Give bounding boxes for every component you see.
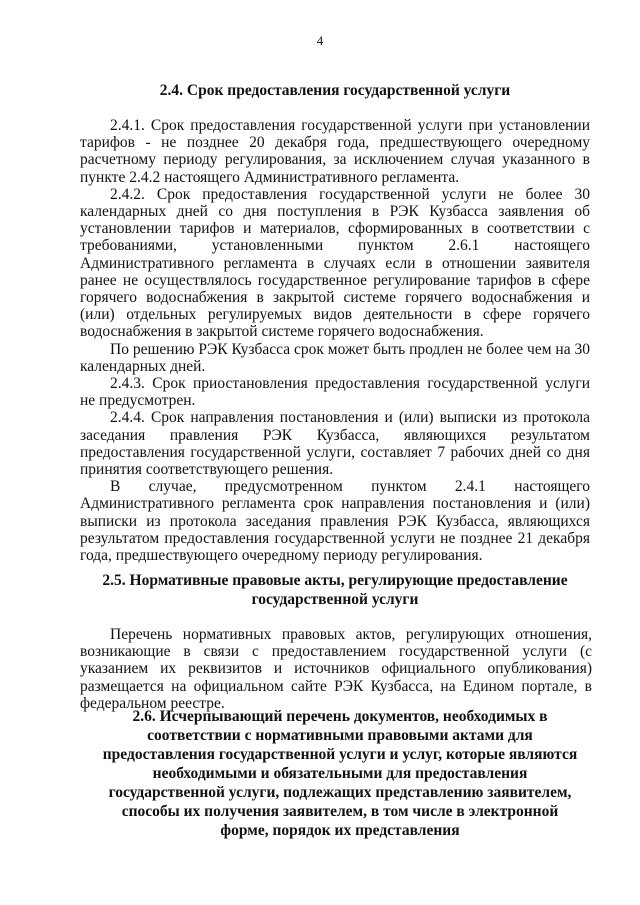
- section-2-4-body: [80, 117, 590, 564]
- section-2-4-heading: 2.4. Срок предоставления государственной услуги: [159, 82, 511, 99]
- section-2-5-heading: 2.5. Нормативные правовые акты, регулирующие предоставление государственной услуги: [102, 572, 568, 608]
- section-2-6-heading: 2.6. Исчерпывающий перечень документов, необходимых в соответствии с нормативными правовыми актами для предоставления государственной услуги и услуг, которые являются необходимыми и обязательными для предоставления государственной услуги, подлежащих представлению заявителем, способы их получения заявителем, в том числе в электронной форме, порядок их представления: [102, 708, 578, 839]
- page-number: 4: [316, 33, 324, 48]
- paragraph-2-4-2: 2.4.2. Срок предоставления государственной услуги не более 30 календарных дней со дня поступления в РЭК Кузбасса заявления об установлении тарифов и материалов, сформированных в соответствии с требованиями, установленными пунктом 2.6.1 настоящего Административного регламента в случаях если в отношении заявителя ранее не осуществлялось государственное регулирование тарифов в сфере горячего водоснабжения в закрытой системе горячего водоснабжения и (или) отдельных регулируемых видов деятельности в сфере горячего водоснабжения в закрытой системе горячего водоснабжения.: [80, 185, 590, 341]
- paragraph-2-4-4: 2.4.4. Срок направления постановления и (или) выписки из протокола заседания правления РЭК Кузбасса, являющихся результатом предоставления государственной услуги, составляет 7 рабочих дней со дня принятия соответствующего решения.: [80, 409, 590, 479]
- paragraph-2-4-1: 2.4.1. Срок предоставления государственной услуги при установлении тарифов - не позднее 20 декабря года, предшествующего очередному расчетному периоду регулирования, за исключением случая указанного в пункте 2.4.2 настоящего Административного регламента.: [80, 117, 590, 186]
- paragraph-2-4-4-case: В случае, предусмотренном пунктом 2.4.1 настоящего Административного регламента срок направления постановления и (или) выписки из протокола заседания правления РЭК Кузбасса, являющихся результатом предоставления государственной услуги не позднее 21 декабря года, предшествующего очередному периоду регулирования.: [80, 478, 590, 565]
- paragraph-2-5: Перечень нормативных правовых актов, регулирующих отношения, возникающие в связи с предоставлением государственной услуги (с указанием их реквизитов и источников официального опубликования) размещается на официальном сайте РЭК Кузбасса, на Едином портале, в федеральном реестре.: [80, 626, 592, 712]
- paragraph-extension: По решению РЭК Кузбасса срок может быть продлен не более чем на 30 календарных дней.: [80, 340, 590, 375]
- section-2-5-body: [80, 626, 592, 712]
- paragraph-2-4-3: 2.4.3. Срок приостановления предоставления государственной услуги не предусмотрен.: [80, 375, 590, 410]
